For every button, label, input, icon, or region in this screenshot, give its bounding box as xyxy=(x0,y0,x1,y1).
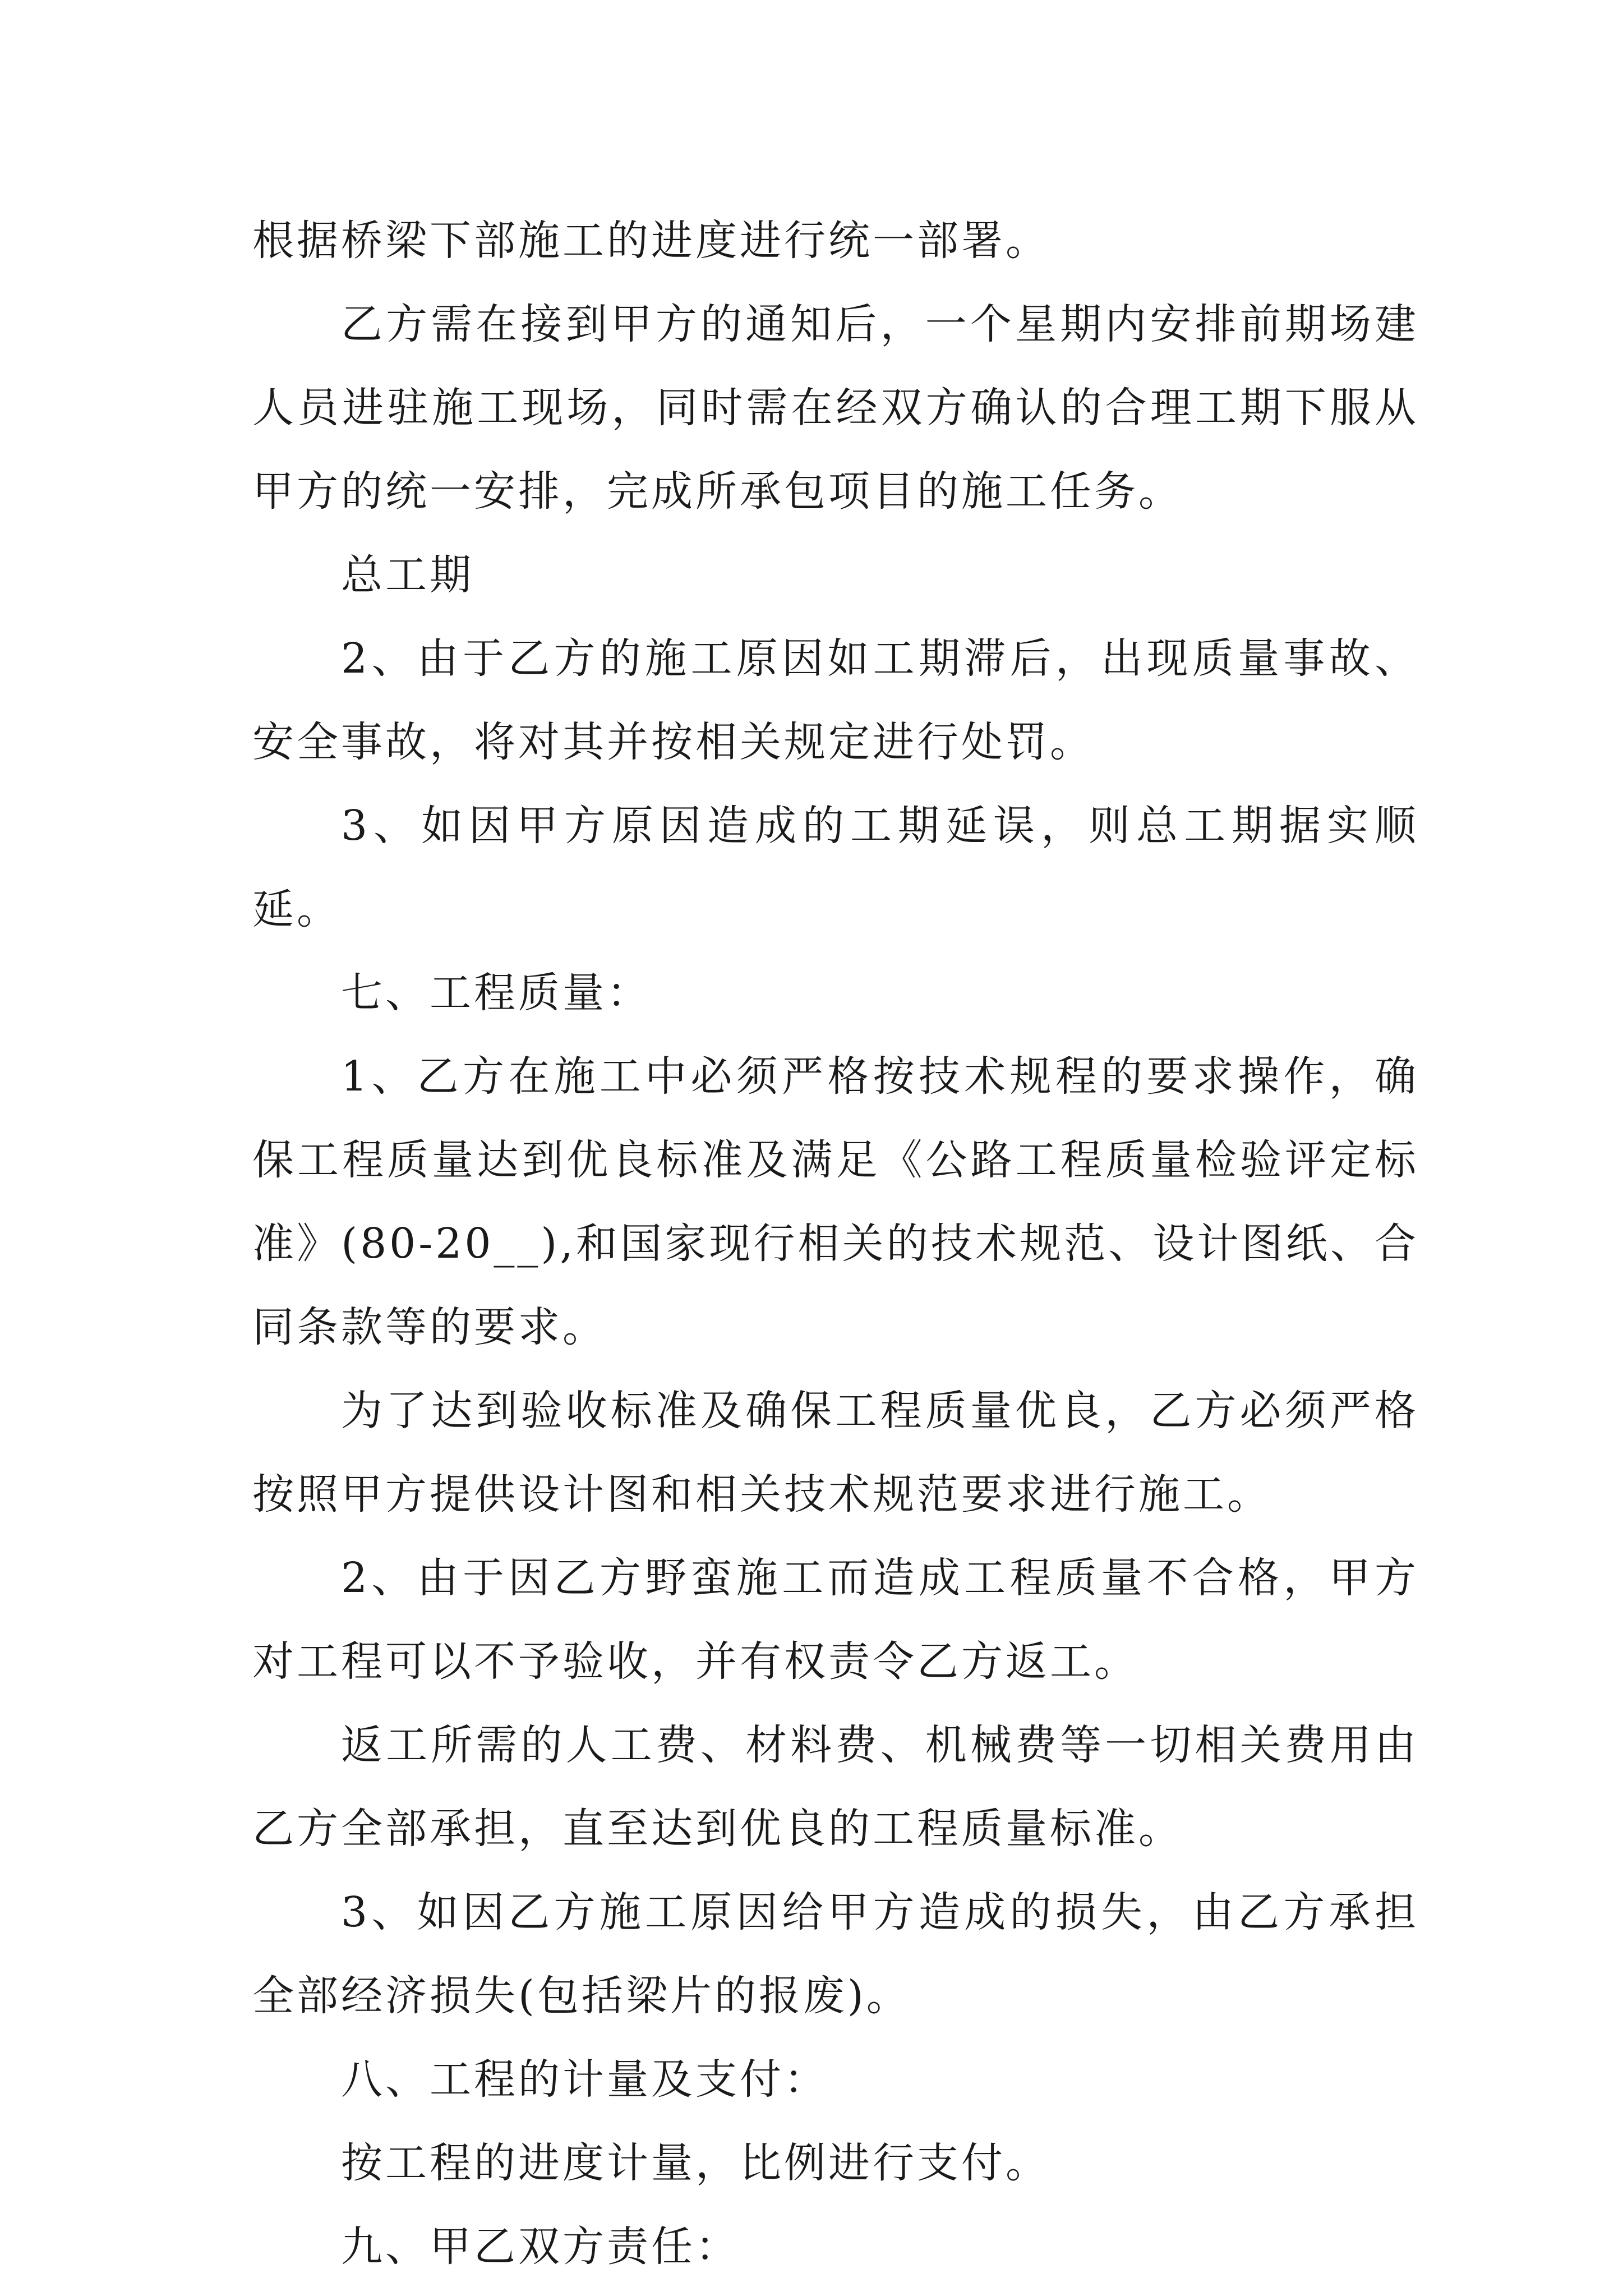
paragraph-9: 2、由于因乙方野蛮施工而造成工程质量不合格，甲方对工程可以不予验收，并有权责令乙方返工。 xyxy=(252,1554,1419,1686)
paragraph-1: 根据桥梁下部施工的进度进行统一部署。 xyxy=(252,217,1050,265)
section-heading-payment: 八、工程的计量及支付： xyxy=(341,2055,828,2104)
section-heading-quality: 七、工程质量： xyxy=(341,969,651,1017)
paragraph-11: 3、如因乙方施工原因给甲方造成的损失，由乙方承担全部经济损失(包括梁片的报废)。 xyxy=(252,1888,1419,2020)
document-body xyxy=(252,199,1419,2289)
heading-total-duration: 总工期 xyxy=(341,551,474,599)
paragraph-4: 2、由于乙方的施工原因如工期滞后，出现质量事故、安全事故，将对其并按相关规定进行处罚。 xyxy=(252,634,1419,766)
paragraph-7: 1、乙方在施工中必须严格按技术规程的要求操作，确保工程质量达到优良标准及满足《公路工程质量检验评定标准》(80-20__),和国家现行相关的技术规范、设计图纸、合同条款等的要求。 xyxy=(252,1052,1419,1351)
paragraph-2: 乙方需在接到甲方的通知后，一个星期内安排前期场建人员进驻施工现场，同时需在经双方确认的合理工期下服从甲方的统一安排，完成所承包项目的施工任务。 xyxy=(252,300,1419,516)
paragraph-10: 返工所需的人工费、材料费、机械费等一切相关费用由乙方全部承担，直至达到优良的工程质量标准。 xyxy=(252,1721,1419,1853)
section-heading-responsibilities: 九、甲乙双方责任： xyxy=(341,2223,740,2271)
paragraph-5: 3、如因甲方原因造成的工期延误，则总工期据实顺延。 xyxy=(252,802,1419,933)
paragraph-8: 为了达到验收标准及确保工程质量优良，乙方必须严格按照甲方提供设计图和相关技术规范要求进行施工。 xyxy=(252,1387,1419,1519)
paragraph-13: 按工程的进度计量，比例进行支付。 xyxy=(341,2139,1050,2187)
